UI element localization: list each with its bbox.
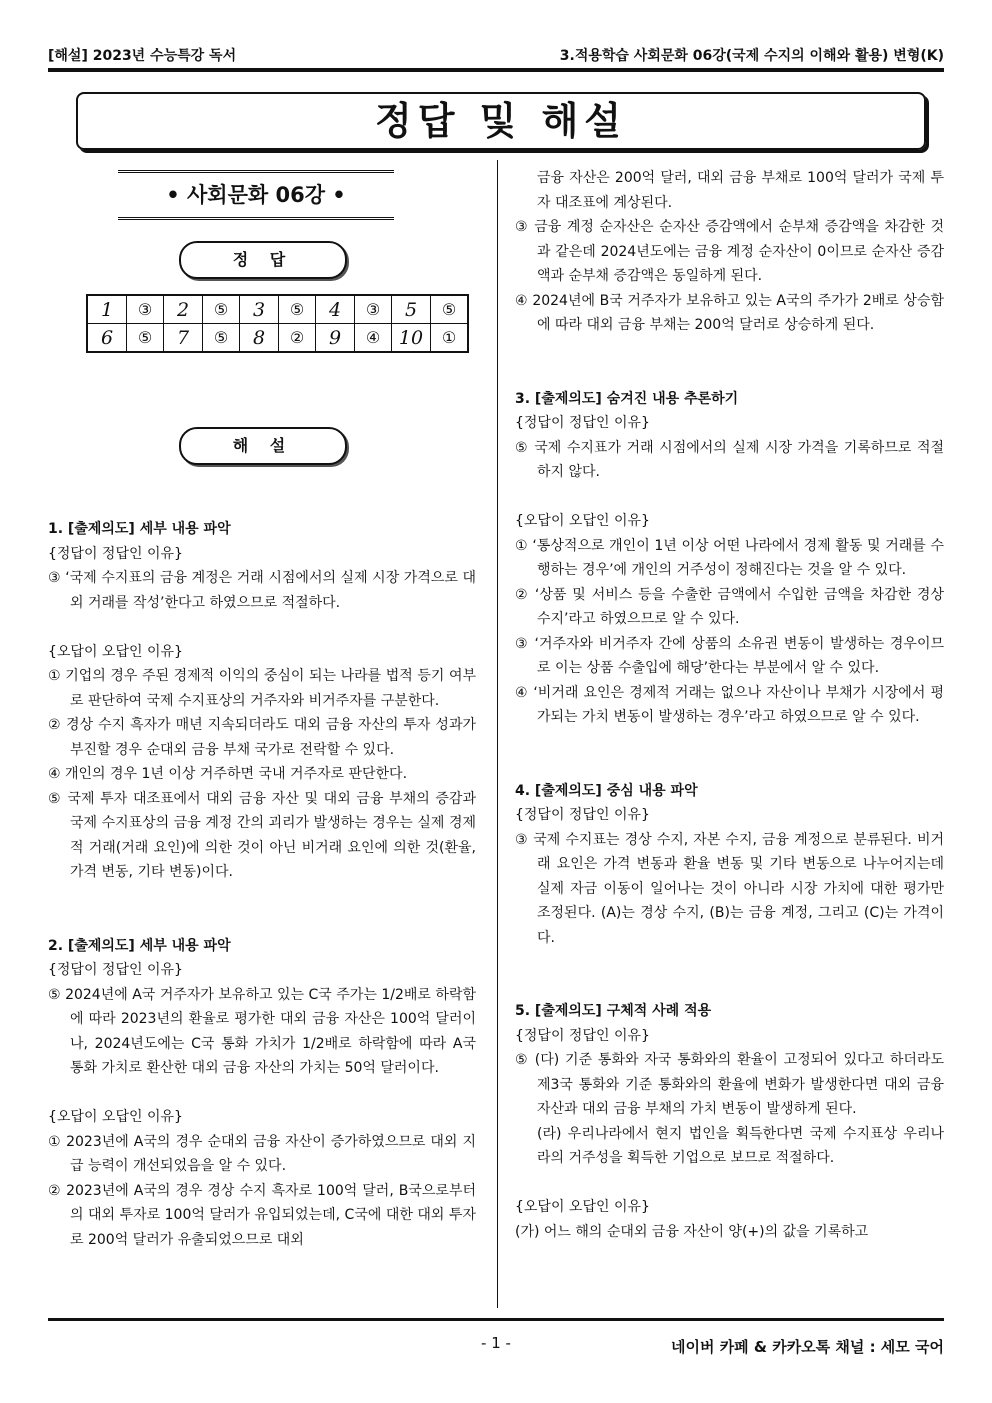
correct-reason-heading: {정답이 정답인 이유} <box>515 1027 650 1044</box>
correct-reason-heading: {정답이 정답인 이유} <box>48 962 183 978</box>
column-divider <box>497 160 498 1308</box>
wrong-reason-heading: {오답이 오답인 이유} <box>515 1199 650 1215</box>
answer-choice: ④ <box>355 324 392 353</box>
question-2-heading: 2. [출제의도] 세부 내용 파악 <box>48 937 231 954</box>
header-right-title: 3.적용학습 사회문화 06강(국제 수지의 이해와 활용) 변형(K) <box>559 48 944 64</box>
page-title-box <box>76 92 926 150</box>
answer-number: 1 <box>87 295 127 324</box>
answer-row-1 <box>87 295 468 324</box>
answer-number: 4 <box>316 295 355 324</box>
correct-reason: ⑤ 국제 수지표가 거래 시점에서의 실제 시장 가격을 기록하므로 적절하지 않다. <box>515 439 944 480</box>
answer-choice: ③ <box>127 295 164 324</box>
question-3-heading: 3. [출제의도] 숨겨진 내용 추론하기 <box>515 390 739 407</box>
answer-choice: ② <box>279 324 316 353</box>
answer-choice: ⑤ <box>203 295 240 324</box>
left-column <box>48 517 476 1252</box>
answer-row-2 <box>87 324 468 353</box>
answer-number: 5 <box>392 295 431 324</box>
footer-channel: 네이버 카페 & 카카오톡 채널 : 세모 국어 <box>671 1338 944 1356</box>
answer-choice: ⑤ <box>127 324 164 353</box>
answer-number: 2 <box>164 295 203 324</box>
wrong-reason-1: ① ‘통상적으로 개인이 1년 이상 어떤 나라에서 경제 활동 및 거래를 수행하는 경우’에 개인의 거주성이 정해진다는 것을 알 수 있다. <box>515 537 944 578</box>
page-title: 정답 및 해설 <box>375 99 627 143</box>
wrong-reason-4: ④ 2024년에 B국 거주자가 보유하고 있는 A국의 주가가 2배로 상승함에 따라 대외 금융 부채는 200억 달러로 상승하게 된다. <box>515 292 944 333</box>
answer-number: 6 <box>87 324 127 353</box>
answer-number: 9 <box>316 324 355 353</box>
correct-reason-heading: {정답이 정답인 이유} <box>48 545 183 562</box>
wrong-reason-2: ② 2023년에 A국의 경우 경상 수지 흑자로 100억 달러, B국으로부터의 대외 투자로 100억 달러가 유입되었는데, C국에 대한 대외 투자로 200억 달러가 유출되었으므로 대외 <box>48 1182 476 1248</box>
wrong-reason-3: ③ ‘거주자와 비거주자 간에 상품의 소유권 변동이 발생하는 경우이므로 이는 상품 수출입에 해당’한다는 부분에서 알 수 있다. <box>515 635 944 676</box>
page-number: - 1 - <box>481 1334 511 1352</box>
answer-choice: ⑤ <box>279 295 316 324</box>
wrong-reason-ga: (가) 어느 해의 순대외 금융 자산이 양(+)의 값을 기록하고 <box>515 1223 869 1240</box>
question-1-heading: 1. [출제의도] 세부 내용 파악 <box>48 521 231 537</box>
wrong-reason-5: ⑤ 국제 투자 대조표에서 대외 금융 자산 및 대외 금융 부채의 증감과 국제 수지표상의 금융 계정 간의 괴리가 발생하는 경우는 실제 경제적 거래(거래 요인)에 의한 것이 아닌 비거래 요인에 의한 것(환율, 가격 변동, 기타 변동)이다. <box>48 790 476 880</box>
footer-rule <box>48 1318 944 1321</box>
correct-reason-heading: {정답이 정답인 이유} <box>515 415 650 431</box>
wrong-reason-heading: {오답이 오답인 이유} <box>48 643 183 660</box>
answer-choice: ③ <box>355 295 392 324</box>
answer-number: 10 <box>392 324 431 353</box>
answer-label-pill: 정 답 <box>179 241 347 279</box>
answer-table <box>86 294 469 353</box>
answer-number: 8 <box>240 324 279 353</box>
right-column <box>515 166 944 1244</box>
wrong-reason-4: ④ 개인의 경우 1년 이상 거주하면 국내 거주자로 판단한다. <box>48 766 408 782</box>
wrong-reason-2: ② 경상 수지 흑자가 매년 지속되더라도 대외 금융 자산의 투자 성과가 부진할 경우 순대외 금융 부채 국가로 전락할 수 있다. <box>48 717 476 758</box>
wrong-reason-3: ③ 금융 계정 순자산은 순자산 증감액에서 순부채 증감액을 차감한 것과 같은데 2024년도에는 금융 계정 순자산이 0이므로 순자산 증감액과 순부채 증감액은 동일하게 된다. <box>515 219 944 284</box>
wrong-reason-2: ② ‘상품 및 서비스 등을 수출한 금액에서 수입한 금액을 차감한 경상 수지’라고 하였으므로 알 수 있다. <box>515 586 944 627</box>
wrong-reason-1: ① 2023년에 A국의 경우 순대외 금융 자산이 증가하였으므로 대외 지급 능력이 개선되었음을 알 수 있다. <box>48 1133 476 1174</box>
wrong-reason-heading: {오답이 오답인 이유} <box>515 513 650 529</box>
continued-text: 금융 자산은 200억 달러, 대외 금융 부채로 100억 달러가 국제 투자 대조표에 계상된다. <box>537 170 944 211</box>
correct-reason-continued: (라) 우리나라에서 현지 법인을 획득한다면 국제 수지표상 우리나라의 거주성을 획득한 기업으로 보므로 적절하다. <box>537 1125 944 1166</box>
answer-choice: ⑤ <box>431 295 469 324</box>
correct-reason: ③ 국제 수지표는 경상 수지, 자본 수지, 금융 계정으로 분류된다. 비거래 요인은 가격 변동과 환율 변동 및 기타 변동으로 나누어지는데 실제 자금 이동이 일어나는 것이 아니라 시장 가치에 대한 평가만 조정된다. (A)는 경상 수지, (B)는 금융 계정, 그리고 (C)는 가격이다. <box>515 831 944 946</box>
wrong-reason-heading: {오답이 오답인 이유} <box>48 1109 183 1125</box>
answer-number: 7 <box>164 324 203 353</box>
answer-number: 3 <box>240 295 279 324</box>
correct-reason: ⑤ 2024년에 A국 거주자가 보유하고 있는 C국 주가는 1/2배로 하락함에 따라 2023년의 환율로 평가한 대외 금융 자산은 100억 달러이나, 2024년도에는 C국 통화 가치가 1/2배로 하락함에 따라 A국 통화 가치로 환산한 대외 금융 자산의 가치는 50억 달러이다. <box>48 986 476 1076</box>
question-4-heading: 4. [출제의도] 중심 내용 파악 <box>515 782 698 799</box>
answer-choice: ⑤ <box>203 324 240 353</box>
header-left-title: [해설] 2023년 수능특강 독서 <box>48 48 237 64</box>
correct-reason-heading: {정답이 정답인 이유} <box>515 807 650 823</box>
answer-choice: ① <box>431 324 469 353</box>
explanation-label-pill: 해 설 <box>179 427 347 465</box>
section-subtitle: • 사회문화 06강 • <box>118 170 394 220</box>
correct-reason: ⑤ (다) 기준 통화와 자국 통화와의 환율이 고정되어 있다고 하더라도 제3국 통화와 기준 통화와의 환율에 변화가 발생한다면 대외 금융 자산과 대외 금융 부채의 가치 변동이 발생하게 된다. <box>515 1052 944 1117</box>
wrong-reason-1: ① 기업의 경우 주된 경제적 이익의 중심이 되는 나라를 법적 등기 여부로 판단하여 국제 수지표상의 거주자와 비거주자를 구분한다. <box>48 668 476 709</box>
wrong-reason-4: ④ ‘비거래 요인은 경제적 거래는 없으나 자산이나 부채가 시장에서 평가되는 가치 변동이 발생하는 경우’라고 하였으므로 알 수 있다. <box>515 684 944 725</box>
correct-reason: ③ ‘국제 수지표의 금융 계정은 거래 시점에서의 실제 시장 가격으로 대외 거래를 작성’한다고 하였으므로 적절하다. <box>48 570 476 611</box>
header-rule <box>48 68 944 72</box>
question-5-heading: 5. [출제의도] 구체적 사례 적용 <box>515 1003 712 1019</box>
